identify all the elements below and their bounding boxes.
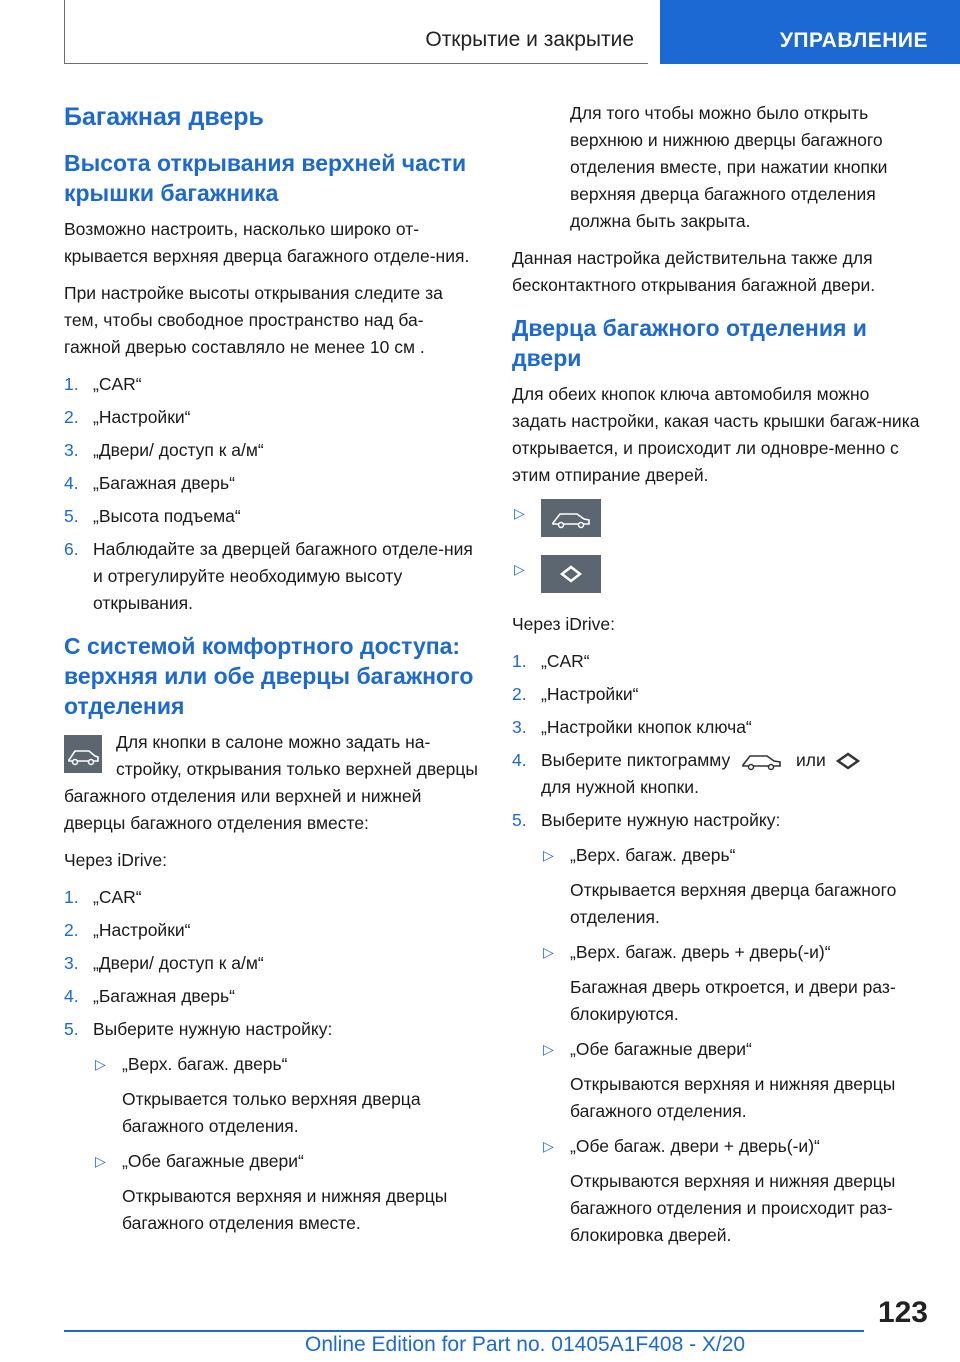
page-title: Багажная дверь: [64, 103, 264, 131]
steps-list: [64, 371, 480, 617]
list-item: [64, 983, 480, 1010]
page-number: 123: [877, 1296, 928, 1329]
step-number: 1.: [512, 651, 527, 671]
triangle-right-icon: ▷: [95, 1153, 106, 1169]
list-item: [64, 950, 480, 977]
list-item: [64, 470, 480, 497]
header-section-box: [64, 0, 648, 64]
header-chapter-label: УПРАВЛЕНИЕ: [779, 29, 928, 52]
triangle-right-icon: ▷: [514, 505, 525, 521]
car-tailgate-icon: [64, 735, 102, 773]
section-heading-comfort-access: С системой комфортного доступа: верхняя или обе дверцы багажного отделения: [64, 633, 474, 719]
option-item: [541, 939, 928, 1028]
list-item: [64, 503, 480, 530]
header-section-title: Открытие и закрытие: [425, 28, 634, 51]
step-or: или: [796, 750, 826, 770]
step-number: 5.: [512, 810, 527, 831]
list-item: [64, 371, 480, 398]
step-text: „CAR“: [93, 887, 142, 907]
list-item: [64, 1016, 480, 1237]
list-item: [512, 648, 928, 675]
right-column: [512, 100, 928, 1259]
step-number: 3.: [64, 440, 79, 460]
car-tailgate-icon: [541, 499, 601, 537]
option-description: Багажная дверь откроется, и двери раз-блокируются.: [570, 977, 896, 1025]
list-item: [64, 917, 480, 944]
step-text: „Настройки“: [93, 407, 191, 427]
left-column: [64, 100, 480, 1247]
note-paragraph: Для того чтобы можно было открыть верхнюю и нижнюю дверцы багажного отделения вместе, при нажатии кнопки верхняя дверца багажного отделения должна быть закрыта.: [570, 103, 888, 231]
paragraph: Для обеих кнопок ключа автомобиля можно задать настройки, какая часть крышки багаж-ника открывается, и происходит ли одновре-менно с этим отпирание дверей.: [512, 384, 920, 485]
option-item: [541, 1036, 928, 1125]
step-text: „Высота подъема“: [93, 506, 241, 526]
list-item: [64, 536, 480, 617]
option-title: „Верх. багаж. дверь“: [570, 845, 736, 866]
option-description: Открываются верхняя и нижняя дверцы багажного отделения и происходит раз-блокировка дверей.: [570, 1171, 896, 1246]
triangle-right-icon: ▷: [543, 944, 554, 961]
step-text: „Багажная дверь“: [93, 986, 235, 1006]
paragraph: Возможно настроить, насколько широко от-крывается верхняя дверца багажного отделе-ния.: [64, 219, 470, 266]
idrive-label: Через iDrive:: [64, 850, 167, 870]
list-item: [64, 404, 480, 431]
step-text: „Настройки“: [93, 920, 191, 940]
step-text: „Настройки“: [541, 684, 639, 704]
step-text: Выберите нужную настройку:: [93, 1019, 333, 1039]
step-number: 5.: [64, 506, 79, 526]
option-description: Открывается верхняя дверца багажного отделения.: [570, 880, 897, 928]
footer-divider: [64, 1330, 864, 1332]
option-item: [93, 1148, 480, 1237]
step-number: 2.: [64, 407, 79, 427]
icon-bullet-car: [512, 499, 928, 541]
list-item: [512, 807, 928, 1249]
icon-bullet-key: [512, 555, 928, 597]
triangle-right-icon: ▷: [543, 847, 554, 864]
key-diamond-icon: [831, 748, 865, 774]
step-text: „CAR“: [541, 651, 590, 671]
step-number: 1.: [64, 374, 79, 394]
step-number: 3.: [64, 953, 79, 973]
step-text: Наблюдайте за дверцей багажного отделе-ния и отрегулируйте необходимую высоту открывания.: [93, 539, 473, 613]
step-number: 2.: [512, 684, 527, 704]
paragraph-text: Для кнопки в салоне можно задать на-стройку, открывания только верхней дверцы багажного отделения или верхней и нижней дверцы багажного отделения вместе:: [64, 732, 478, 833]
list-item: [64, 437, 480, 464]
step-text: „Двери/ доступ к а/м“: [93, 953, 264, 973]
option-title: „Обе багаж. двери + дверь(-и)“: [570, 1136, 820, 1157]
option-description: Открывается только верхняя дверца багажного отделения.: [122, 1089, 421, 1136]
header-chapter-tab: [660, 0, 960, 64]
step-number: 4.: [64, 986, 79, 1006]
option-description: Открываются верхняя и нижняя дверцы багажного отделения.: [570, 1074, 896, 1122]
section-heading-opening-height: Высота открывания верхней части крышки багажника: [64, 150, 467, 206]
paragraph-with-icon: [64, 729, 480, 837]
option-description: Открываются верхняя и нижняя дверцы багажного отделения вместе.: [122, 1186, 448, 1233]
options-list: [541, 842, 928, 1249]
list-item: [512, 714, 928, 741]
step-text: „CAR“: [93, 374, 142, 394]
step-text: Выберите нужную настройку:: [541, 810, 781, 831]
step-text: Выберите пиктограмму: [541, 750, 731, 770]
step-number: 4.: [64, 473, 79, 493]
step-number: 5.: [64, 1019, 79, 1039]
steps-list: [512, 648, 928, 1249]
paragraph: Данная настройка действительна также для бесконтактного открывания багажной двери.: [512, 248, 876, 295]
car-tailgate-icon: [735, 748, 791, 774]
step-number: 2.: [64, 920, 79, 940]
step-text-continued: для нужной кнопки.: [541, 777, 699, 798]
options-list: [93, 1051, 480, 1237]
steps-list: [64, 884, 480, 1237]
idrive-label: Через iDrive:: [512, 614, 615, 634]
triangle-right-icon: ▷: [95, 1056, 106, 1072]
list-item: [64, 884, 480, 911]
step-text: „Багажная дверь“: [93, 473, 235, 493]
footer-edition: Online Edition for Part no. 01405A1F408 - X/20: [305, 1333, 746, 1356]
option-title: „Верх. багаж. дверь“: [122, 1054, 288, 1074]
key-diamond-icon: [541, 555, 601, 593]
list-item: [512, 681, 928, 708]
triangle-right-icon: ▷: [514, 561, 525, 577]
paragraph: При настройке высоты открывания следите за тем, чтобы свободное пространство над ба-гажной дверью составляло не менее 10 см .: [64, 283, 443, 357]
option-item: [541, 1133, 928, 1249]
option-title: „Обе багажные двери“: [570, 1039, 752, 1060]
step-text: „Настройки кнопок ключа“: [541, 717, 752, 737]
section-heading-key-buttons: Дверца багажного отделения и двери: [512, 315, 867, 371]
option-item: [541, 842, 928, 931]
step-number: 6.: [64, 539, 79, 559]
list-item: [512, 747, 928, 801]
step-number: 3.: [512, 717, 527, 737]
triangle-right-icon: ▷: [543, 1041, 554, 1058]
page-header: [0, 0, 960, 66]
step-number: 4.: [512, 750, 527, 770]
option-title: „Обе багажные двери“: [122, 1151, 304, 1171]
option-title: „Верх. багаж. дверь + дверь(-и)“: [570, 942, 831, 963]
step-number: 1.: [64, 887, 79, 907]
step-text: „Двери/ доступ к а/м“: [93, 440, 264, 460]
triangle-right-icon: ▷: [543, 1138, 554, 1155]
option-item: [93, 1051, 480, 1140]
